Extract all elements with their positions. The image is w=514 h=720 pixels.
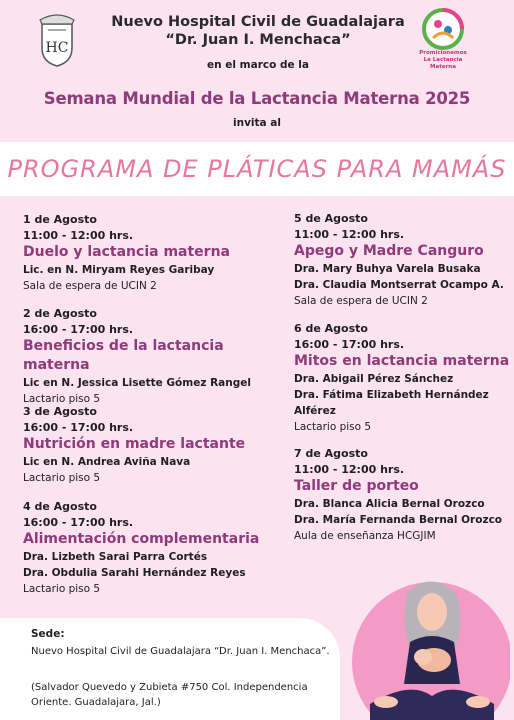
event-topic: Nutrición en madre lactante [23,436,246,452]
event-time: 11:00 - 12:00 hrs. [294,227,405,241]
event-location: Lactario piso 5 [294,421,372,433]
event-date: 7 de Agosto [294,447,368,460]
event-date: 2 de Agosto [23,307,97,320]
event-card [23,306,283,408]
event-topic: Apego y Madre Canguro [294,243,484,259]
lactancia-campaign-logo [418,6,468,72]
event-card [294,446,510,545]
venue-footer [0,618,340,720]
event-speaker: Dra. María Fernanda Bernal Orozco [294,514,503,526]
header [0,0,514,142]
event-time: 16:00 - 17:00 hrs. [294,337,405,351]
venue-name: Nuevo Hospital Civil de Guadalajara “Dr. Juan I. Menchaca”. [31,646,330,657]
event-topic: Mitos en lactancia materna [294,353,510,369]
crest-letters: HC [45,40,69,56]
event-card [294,321,510,436]
event-speaker: Dra. Lizbeth Sarai Parra Cortés [23,551,208,563]
event-speaker: Dra. Obdulia Sarahi Hernández Reyes [23,567,246,579]
event-speaker: Dra. Blanca Alicia Bernal Orozco [294,498,485,510]
event-topic: Duelo y lactancia materna [23,244,230,260]
event-topic: Taller de porteo [294,478,419,494]
event-speaker: Alférez [294,405,336,417]
breastfeeding-mother-illustration [350,572,510,720]
event-location: Lactario piso 5 [23,472,101,484]
event-location: Lactario piso 5 [23,393,101,405]
campaign-logo-text: Promicionemos La Lactancia Materna [419,50,467,70]
event-speaker: Lic. en N. Miryam Reyes Garibay [23,264,215,276]
hospital-name: Nuevo Hospital Civil de Guadalajara [111,14,405,30]
event-location: Sala de espera de UCIN 2 [23,280,157,292]
hospital-crest-logo [34,10,80,68]
event-date: 5 de Agosto [294,212,368,225]
event-card [23,212,283,295]
event-card [23,404,283,487]
program-banner: PROGRAMA DE PLÁTICAS PARA MAMÁS [0,142,514,196]
event-title: Semana Mundial de la Lactancia Materna 2025 [43,89,471,108]
hospital-subname: “Dr. Juan I. Menchaca” [165,32,351,48]
event-card [294,211,510,310]
event-speaker: Dra. Mary Buhya Varela Busaka [294,263,481,275]
event-time: 16:00 - 17:00 hrs. [23,515,134,529]
venue-label: Sede: [31,628,65,640]
venue-address: (Salvador Quevedo y Zubieta #750 Col. Independencia Oriente. Guadalajara, Jal.) [31,682,308,708]
event-date: 4 de Agosto [23,500,97,513]
event-time: 11:00 - 12:00 hrs. [23,228,134,242]
event-speaker: Dra. Abigail Pérez Sánchez [294,373,454,385]
event-date: 3 de Agosto [23,405,97,418]
event-speaker: Lic en N. Jessica Lisette Gómez Rangel [23,377,251,389]
event-speaker: Lic en N. Andrea Aviña Nava [23,456,191,468]
event-card [23,499,283,598]
event-location: Lactario piso 5 [23,583,101,595]
event-time: 16:00 - 17:00 hrs. [23,322,134,336]
event-location: Sala de espera de UCIN 2 [294,295,428,307]
event-date: 6 de Agosto [294,322,368,335]
event-date: 1 de Agosto [23,213,97,226]
intro-text: en el marco de la [207,59,309,71]
event-topic: Alimentación complementaria [23,531,260,547]
event-location: Aula de enseñanza HCGJIM [294,530,436,542]
event-speaker: Dra. Claudia Montserrat Ocampo A. [294,279,504,291]
event-time: 11:00 - 12:00 hrs. [294,462,405,476]
event-time: 16:00 - 17:00 hrs. [23,420,134,434]
event-speaker: Dra. Fátima Elizabeth Hernández [294,389,489,401]
invita-text: invita al [233,117,281,129]
event-topic: Beneficios de la lactancia materna [23,338,224,373]
